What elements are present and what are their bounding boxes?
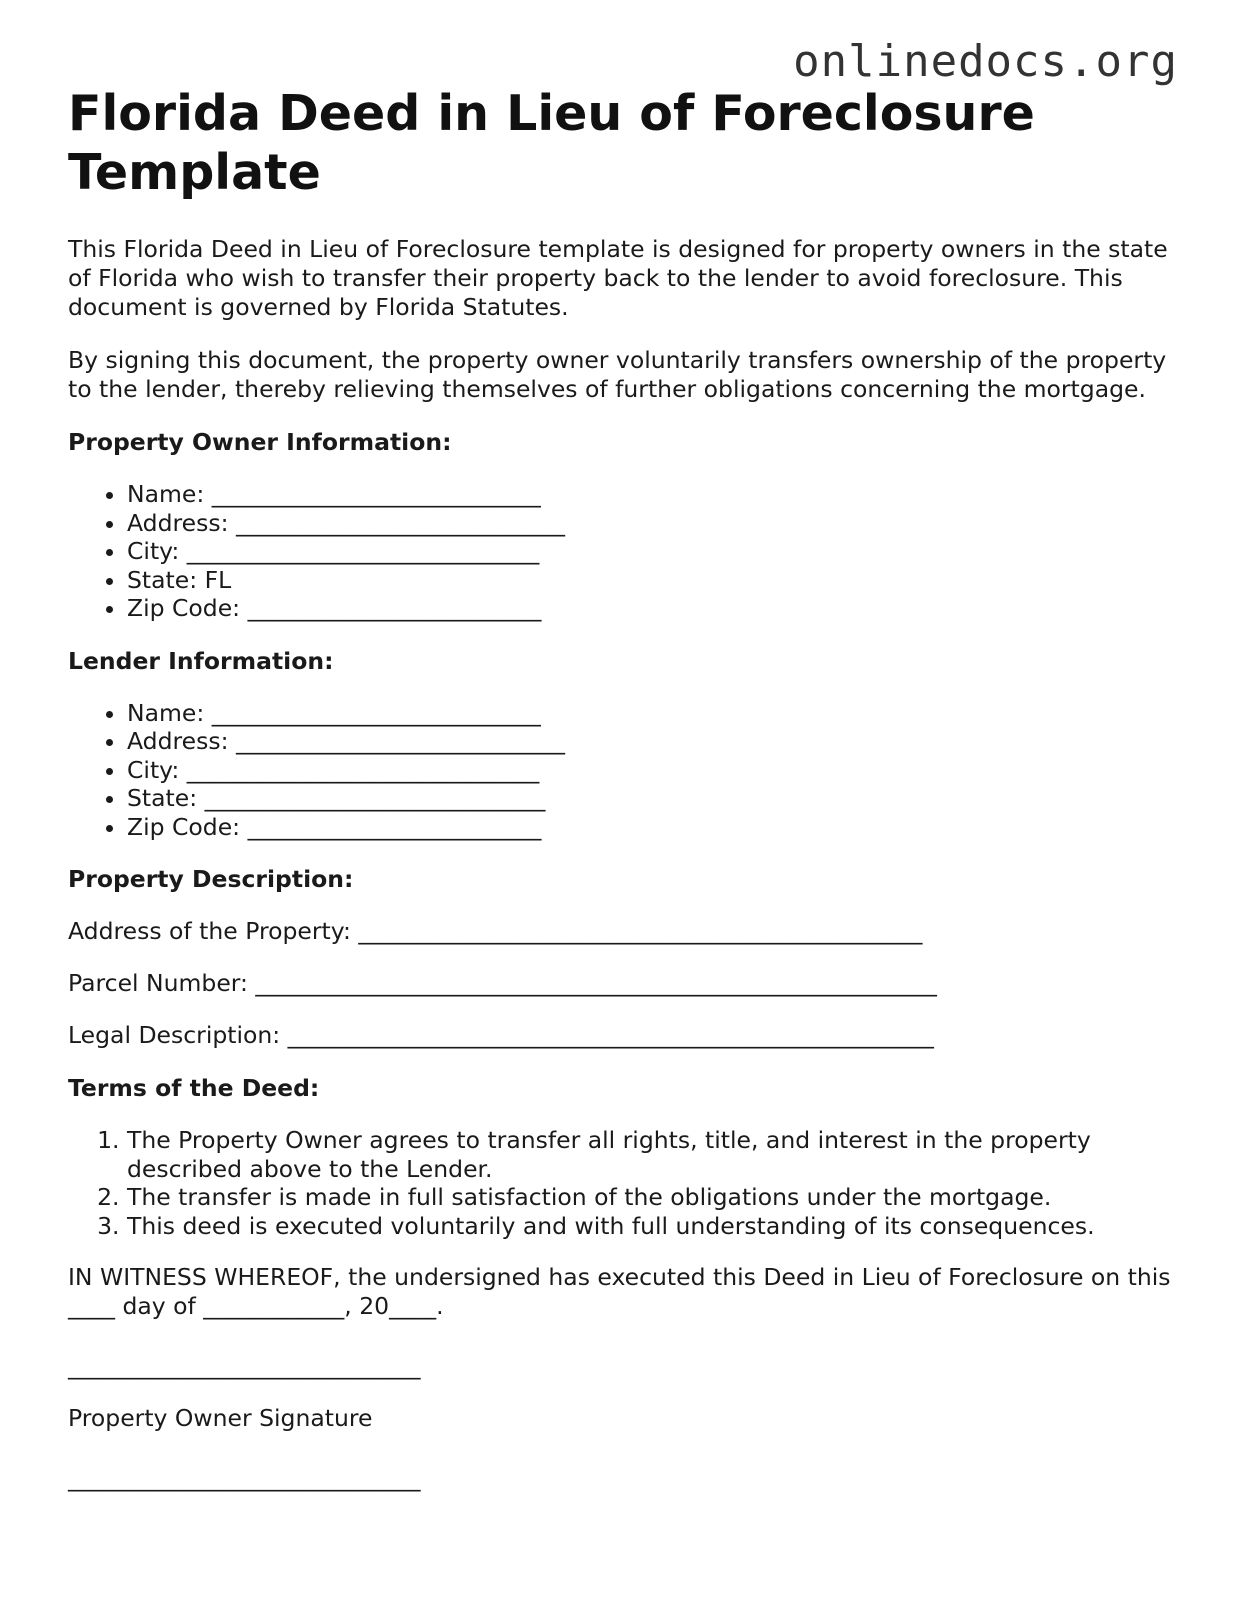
parcel-number-field: Parcel Number: __________________________________________________________	[68, 969, 937, 997]
page-title: Florida Deed in Lieu of Foreclosure Template	[68, 85, 1035, 201]
owner-city-field: • City: ______________________________	[127, 537, 1178, 566]
watermark-logo: onlinedocs.org	[793, 36, 1178, 87]
lender-state-field: • State: _____________________________	[127, 784, 1178, 813]
terms-heading: Terms of the Deed:	[68, 1074, 320, 1102]
owner-name-field: • Name: ____________________________	[127, 480, 1178, 509]
owner-heading: Property Owner Information:	[68, 428, 452, 456]
signature-line-2: ______________________________	[68, 1464, 421, 1492]
term-item: 1. The Property Owner agrees to transfer all rights, title, and interest in the property described above to the Lender.	[127, 1126, 1178, 1183]
owner-state-field: • State: FL	[127, 566, 1178, 595]
signature-label: Property Owner Signature	[68, 1404, 373, 1432]
lender-city-field: • City: ______________________________	[127, 756, 1178, 785]
document-page	[68, 84, 1178, 1493]
intro-paragraph-1: This Florida Deed in Lieu of Foreclosure template is designed for property owners in the state of Florida who wish to transfer their property back to the lender to avoid foreclosure. This document is governed by Florida Statutes.	[68, 235, 1168, 321]
owner-address-field: • Address: ____________________________	[127, 509, 1178, 538]
lender-address-field: • Address: ____________________________	[127, 727, 1178, 756]
term-item: 3. This deed is executed voluntarily and with full understanding of its consequences.	[127, 1212, 1178, 1241]
lender-heading: Lender Information:	[68, 646, 334, 675]
property-heading: Property Description:	[68, 865, 354, 893]
legal-description-field: Legal Description: _______________________________________________________	[68, 1021, 934, 1049]
property-address-field: Address of the Property: ________________________________________________	[68, 917, 923, 945]
owner-zip-field: • Zip Code: _________________________	[127, 594, 1178, 623]
lender-name-field: • Name: ____________________________	[127, 699, 1178, 728]
intro-paragraph-2: By signing this document, the property owner voluntarily transfers ownership of the property to the lender, thereby relieving themselves of further obligations concerning the mortgage.	[68, 346, 1167, 403]
lender-info-list	[68, 699, 1178, 842]
owner-info-list	[68, 480, 1178, 623]
term-item: 2. The transfer is made in full satisfaction of the obligations under the mortgage.	[127, 1183, 1178, 1212]
lender-zip-field: • Zip Code: _________________________	[127, 813, 1178, 842]
witness-clause: IN WITNESS WHEREOF, the undersigned has executed this Deed in Lieu of Foreclosure on this ____ day of ____________, 20____.	[68, 1263, 1171, 1320]
terms-list	[68, 1126, 1178, 1240]
signature-line: ______________________________	[68, 1352, 421, 1380]
